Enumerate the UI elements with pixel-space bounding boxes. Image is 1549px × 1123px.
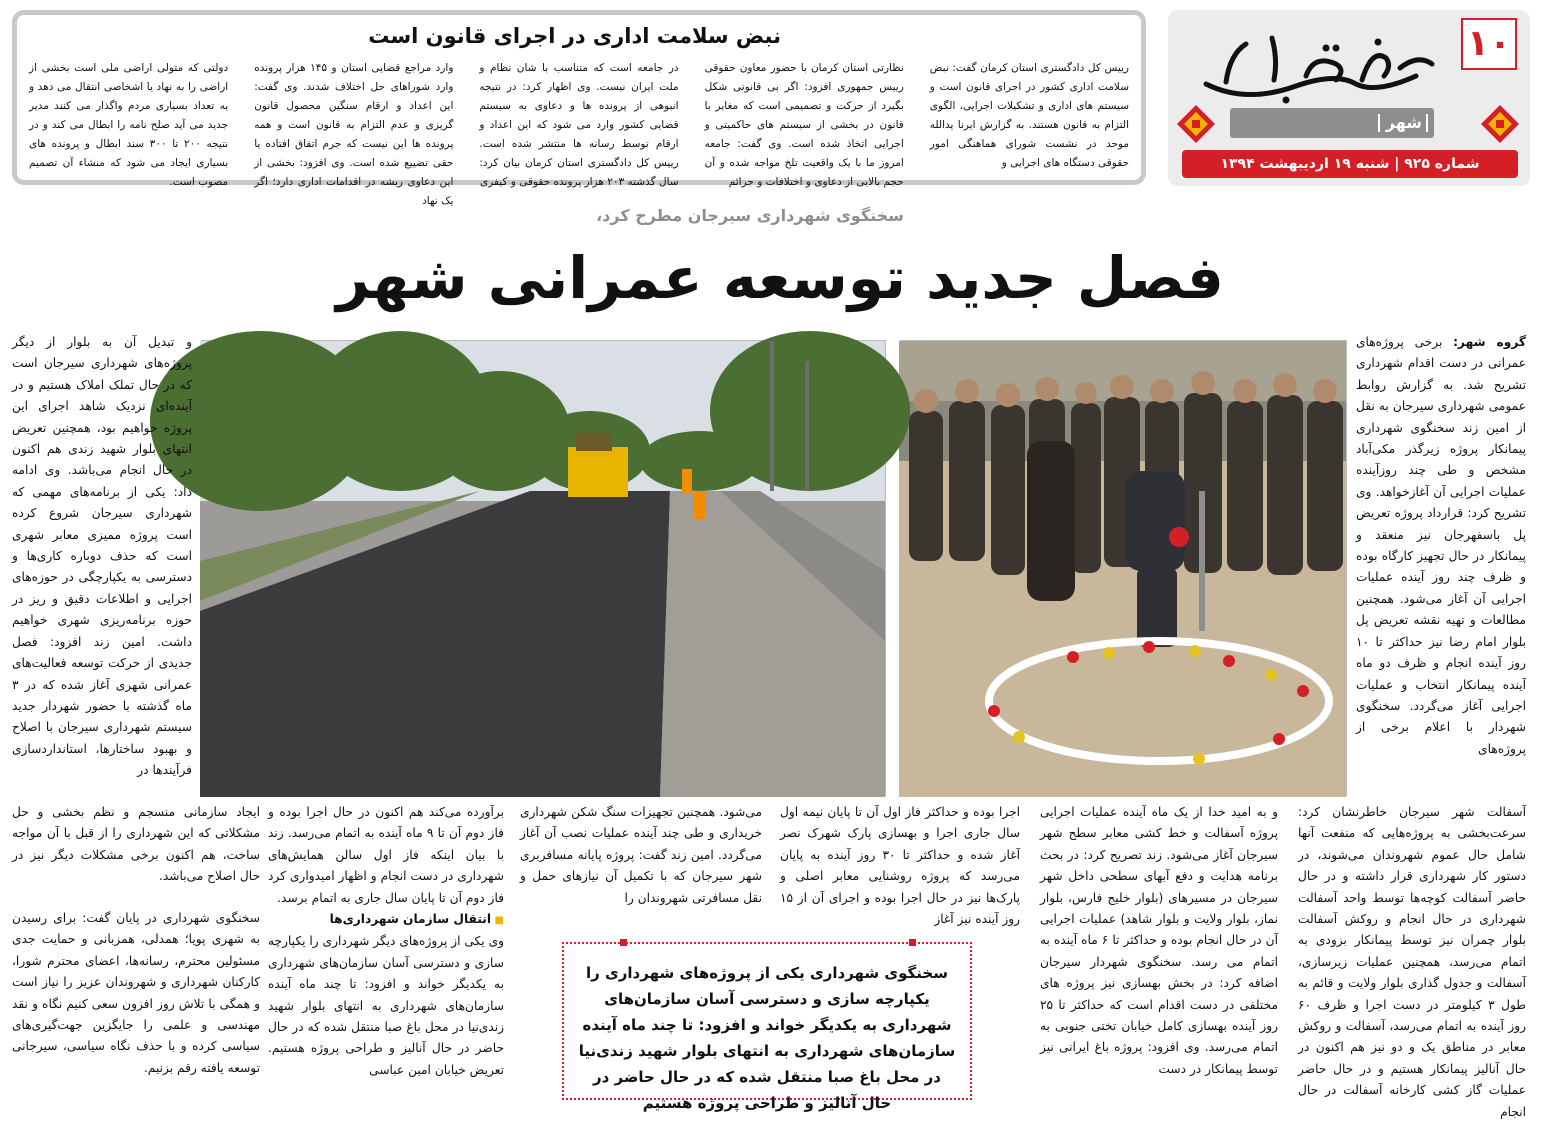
article-column-4 [520,802,762,932]
top-news-column: در جامعه است که متناسب با شان نظام و ملت ایران نیست. وی اظهار کرد: در نتیجه انبوهی از پرونده ها و دعاوی به سیستم قضایی کشور وارد می شود که این اعداد و ارقام توسط رسانه ها منتشر شده است. رییس کل دادگستری استان کرمان بیان کرد: سال گذشته ۲۰۳ هزار پرونده حقوقی و کیفری [479,62,679,188]
section-label: شهر [1385,113,1422,132]
section-bar [1230,108,1434,138]
quote-corner-mark [909,939,916,946]
road-paving-photo [201,340,886,796]
top-news-column: نظارتی استان کرمان با حضور معاون حقوقی رییس جمهوری افزود: اگر بی قانونی شکل بگیرد از حرکت و تصمیمی است که مغایر با قانون در بخشی از سیستم های حاکمیتی و اجرایی اتخاذ شده است. وی گفت: جامعه امروز ما با یک واقعیت تلخ مواجه شده و آن حجم بالایی از دعاوی و اختلافات و جرائم [704,62,904,188]
article-text: برخی پروژه‌های عمرانی در دست اقدام شهرداری تشریح شد. به گزارش روابط عمومی شهرداری سیرجان به نقل از امین زند سخنگوی شهرداری پیمانکار پروژه زیرگذر مکی‌آباد مشخص و طی چند روزآینده عملیات اجرایی آن آغازخواهد. وی تشریح کرد: قرارداد پروژه تعریض پل باسفهرجان نیز منعقد و پیمانکار در حال تجهیز کارگاه بوده و ظرف چند روز آینده عملیات اجرایی آن آغاز می‌شود. همچنین مطالعات و تهیه نقشه تعریض پل بلوار امام رضا نیز حداکثر تا ۱۰ روز آینده انجام و ظرف دو ماه آینده پیمانکار انتخاب و عملیات اجرایی آغاز می‌گردد. سخنگوی شهردار با اعلام برخی از پروژه‌های [1356,335,1526,756]
top-news-column: وارد مراجع قضایی استان و ۱۴۵ هزار پرونده وارد شوراهای حل اختلاف شدند. وی گفت: این اعداد و ارقام سنگین محصول قانون گریزی و عدم التزام به قانون است و همه پرونده ها این نیست که جرم اتفاق افتاده یا حقی تضییع شده است. وی افزود: بخشی از این دعاوی ریشه در اقدامات اداری دارد؛ اگر یک نهاد [254,62,454,207]
page-number: ۱۰ [1461,18,1517,70]
article-column-2 [1040,802,1278,1108]
article-headline: فصل جدید توسعه عمرانی شهر [336,244,1224,312]
article-column-1 [1298,802,1526,1119]
article-column-left-bottom [12,908,260,1108]
article-text: اجرا بوده و حداکثر فاز اول آن تا پایان نیمه اول سال جاری اجرا و بهسازی پارک شهرک نصر آغاز شده و حداکثر تا ۳۰ روز آینده به پایان می‌رسد که پروژه روشنایی معابر اصلی و پارک‌ها نیز در حال اجرا بوده و اجرای آن از ۱۵ روز آینده نیز آغاز [780,805,1020,927]
top-news-column: دولتی که متولی اراضی ملی است بخشی از اراضی را به نهاد یا اشخاصی انتقال می دهد و به تعداد بسیاری مردم واگذار می کنند مدیر جدید می آید صلح نامه را ابطال می کند و در نتیجه ۲۰۰ تا ۳۰۰ سند ابطال و پرونده های بسیاری ایجاد می شود که منشاء آن تصمیم مصوب است. [28,62,229,188]
article-text: وی یکی از پروژه‌های دیگر شهرداری را یکپارچه سازی و دسترسی آسان سازمان‌های شهرداری به یکدیگر خواند و افزود: تا چند ماه آینده سازمان‌های شهرداری به انتهای بلوار شهید زندی‌نیا در محل باغ صبا منتقل شده که در حال حاضر در حال آنالیز و طراحی پروژه هستیم. تعریض خیابان امین عباسی [268,934,504,1077]
quote-corner-mark [620,939,627,946]
article-column-3 [780,802,1020,932]
newspaper-logo [1186,24,1446,108]
top-news-column: رییس کل دادگستری استان کرمان گفت: نبض سلامت اداری کشور در اجرای قانون است و سیستم های اداری و تشکیلات اجرایی، الگوی التزام به قانون هستند. به گزارش ایرنا یدالله موحد در نشست شورای هماهنگی امور حقوقی دستگاه های اجرایی و [929,62,1129,169]
article-text: و تبدیل آن به بلوار از دیگر پروژه‌های شهرداری سیرجان است که در حال تملک املاک هستیم و در آینده‌ای نزدیک شاهد اجرای این پروژه خواهیم بود، همچنین تعریض انتهای بلوار شهید زندی هم اکنون در حال انجام می‌باشد. وی ادامه داد: یکی از برنامه‌های مهمی که شهرداری سیرجان شروع کرده است پروژه ممیزی معابر شهری است که حذف دوباره کاری‌ها و دسترسی به یکپارچگی در حوزه‌های اجرایی و اطلاعات دقیق و ریز در حوزه برنامه‌ریزی شهری خواهیم داشت. امین زند افزود: فصل جدیدی از حرکت توسعه فعالیت‌های عمرانی شهری آغاز شده که در ۳ ماه گذشته با حضور شهردار جدید سیستم شهرداری سیرجان با اصلاح و بهبود ساختارها، استانداردسازی فرآیندها در [12,335,192,778]
article-column-6 [12,802,260,906]
ornament-icon [1176,104,1216,144]
article-kicker: سخنگوی شهرداری سیرجان مطرح کرد، [596,206,904,225]
top-news-columns [28,59,1129,207]
article-lead-label: گروه شهر: [1453,335,1527,349]
pull-quote-text: سخنگوی شهرداری یکی از پروژه‌های شهرداری را یکپارچه سازی و دسترسی آسان سازمان‌های شهرداری به یکدیگر خواند و افزود: تا چند ماه آینده سازمان‌های شهرداری به انتهای بلوار شهید زندی‌نیا در محل باغ صبا منتقل شده که در حال حاضر در حال آنالیز و طراحی پروژه هستیم [578,964,956,1112]
ornament-icon [1480,104,1520,144]
top-news-box [12,10,1146,207]
article-text: ایجاد سازمانی منسجم و نظم بخشی و حل مشکلاتی که این شهرداری را از قبل با آن مواجه ساخت، هم اکنون برخی مشکلات دیگر نیز در حال اصلاح می‌باشد. [12,805,260,884]
article-text: برآورده می‌کند هم اکنون در حال اجرا بوده و فاز دوم آن تا ۹ ماه آینده به اتمام می‌رسد. زند با بیان اینکه فاز اول سالن همایش‌های شهرداری در دست انجام و اظهار امیدواری کرد فاز دوم آن تا پایان سال جاری به اتمام برسد. [268,805,504,905]
article-text: می‌شود. همچنین تجهیزات سنگ شکن شهرداری خریداری و طی چند آینده عملیات نصب آن آغاز می‌گردد. امین زند گفت: پروژه پایانه مسافربری شهر سیرجان که با تکمیل آن نیازهای حمل و نقل مسافرتی شهروندان را [520,805,762,905]
article-subhead: ■ انتقال سازمان شهرداری‌ها [268,909,504,931]
article-text: آسفالت شهر سیرجان خاطرنشان کرد: سرعت‌بخشی به پروژه‌هایی که منفعت آنها شامل حال عموم شهروندان می‌شوند، در دستور کار شهرداری قرار داشته و در حال حاضر آسفالت کوچه‌ها توسط واحد آسفالت شهرداری در حال انجام و روکش آسفالت بلوار چمران نیز توسط پیمانکار بزودی به اتمام می‌رسد، همچنین عملیات زیرسازی، آسفالت و جدول گذاری بلوار ولایت و قائم به طول ۳ کیلومتر در دست اجرا و ظرف ۶۰ روز آینده به اتمام می‌رسد، آسفالت و روکش معابر در مناطق یک و دو نیز هم اکنون در حال آنالیز پیمانکار هستیم و در حال حاضر عملیات گاز کشی کارخانه آسفالت در حال انجام [1298,805,1526,1119]
masthead [1168,10,1530,186]
ceremony-photo [900,340,1347,796]
top-news-title: نبض سلامت اداری در اجرای قانون است [368,24,781,48]
pull-quote [562,942,972,1112]
article-column-5 [268,802,504,1108]
article-text: سخنگوی شهرداری در پایان گفت: برای رسیدن به شهری پویا؛ همدلی، همزبانی و حمایت جدی مسئولین محترم، رسانه‌ها، اعضای محترم شورا، کارکنان شهرداری و شهروندان عزیز را نیاز است و همگی با تلاش روز افزون سعی کنیم نگاه و نقد مهندسی و علمی را جایگزین جهت‌گیری‌های سیاسی کرده و با حذف نگاه سیاسی، سیرجانی توسعه یافته رقم بزنیم. [12,911,260,1075]
article-text: و به امید خدا از یک ماه آینده عملیات اجرایی پروژه آسفالت و خط کشی معابر سطح شهر سیرجان آغاز می‌شود. زند تصریح کرد: در بحث برنامه هدایت و دفع آبهای سطحی داخل شهر سیرجان در مسیرهای (بلوار خلیج فارس، بلوار نماز، بلوار ولایت و بلوار شاهد) عملیات اجرایی آن در حال انجام بوده و حداکثر تا ۶ ماه آینده به اتمام می رسد. سخنگوی شهردار سیرجان اضافه کرد: در بخش بهسازی نیز پروژه های مختلفی در دست اقدام است که حداکثر تا ۲۵ روز آینده بهسازی کامل خیابان تختی جنوبی به اتمام می‌رسد. وی افزود: پروژه باغ ایرانی نیز توسط پیمانکار در دست [1040,805,1278,1076]
article-column-right-top [1356,332,1526,798]
issue-info: شماره ۹۲۵ | شنبه ۱۹ اردیبهشت ۱۳۹۴ [1182,150,1518,178]
